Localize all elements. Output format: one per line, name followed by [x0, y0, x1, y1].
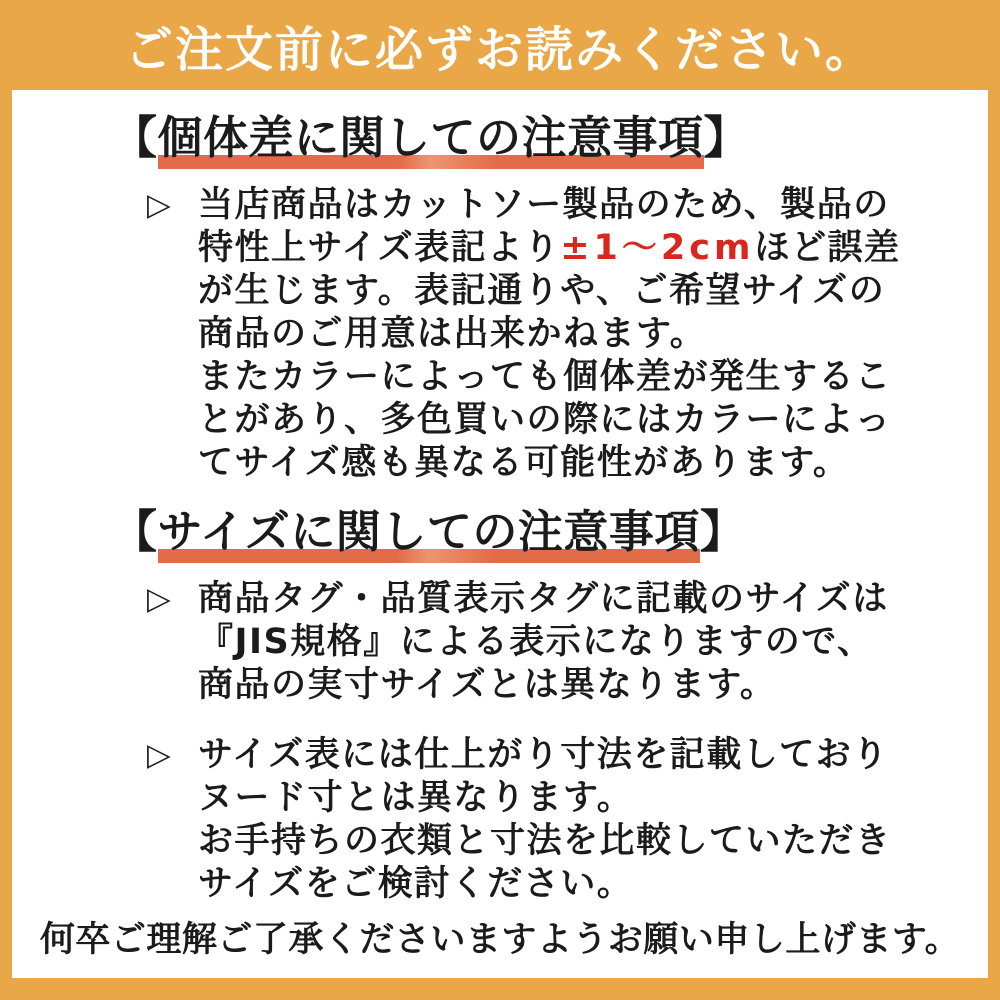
tolerance-value-red: ±1〜2cm	[560, 228, 755, 268]
bracket-open: 【	[112, 111, 158, 164]
text-line: 商品のご用意は出来かねます。	[198, 314, 707, 354]
text-segment: ほど誤差	[754, 228, 901, 268]
text-line: サイズをご検討ください。	[198, 864, 634, 904]
text-segment: 特性上サイズ表記より	[198, 228, 561, 268]
footer-note	[12, 912, 988, 962]
text-line: サイズ表には仕上がり寸法を記載しており	[198, 735, 889, 775]
heading-highlighted-text: サイズに関しての注意事項	[158, 505, 700, 563]
heading-highlighted-text: 個体差に関しての注意事項	[158, 111, 704, 169]
content-area	[12, 90, 988, 912]
section-heading-individual-variance	[112, 111, 988, 165]
notice-item-jis	[147, 578, 988, 707]
notice-text-measurement	[198, 734, 892, 906]
notice-item-variance	[147, 184, 988, 485]
header-title: ご注文前に必ずお読みください。	[124, 21, 875, 78]
text-line: 当店商品はカットソー製品のため、製品の	[198, 185, 890, 225]
notice-text-jis	[198, 578, 889, 707]
text-line: 『JIS規格』による表示になりますので、	[198, 622, 874, 662]
bracket-close: 】	[699, 505, 746, 558]
text-line: またカラーによっても個体差が発生するこ	[198, 357, 892, 397]
triangle-bullet-icon: ▷	[147, 737, 171, 773]
triangle-bullet-icon: ▷	[147, 581, 171, 617]
text-line: とがあり、多色買いの際にはカラーによっ	[198, 400, 892, 440]
bracket-open: 【	[112, 505, 158, 558]
notice-item-measurement	[147, 734, 988, 906]
notice-text-variance	[198, 184, 900, 485]
triangle-bullet-icon: ▷	[147, 187, 171, 223]
header-banner	[0, 0, 1000, 90]
text-line: 商品タグ・品質表示タグに記載のサイズは	[198, 579, 889, 619]
text-line: ヌード寸とは異なります。	[198, 778, 634, 818]
section-heading-size	[112, 505, 988, 559]
text-line: てサイズ感も異なる可能性があります。	[198, 443, 850, 483]
text-line	[198, 227, 900, 270]
text-line: が生じます。表記通りや、ご希望サイズの	[198, 271, 886, 311]
text-line: 商品の実寸サイズとは異なります。	[198, 665, 777, 705]
bracket-close: 】	[703, 111, 750, 164]
text-line: お手持ちの衣類と寸法を比較していただき	[198, 821, 892, 861]
footer-text: 何卒ご理解ご了承くださいますようお願い申し上げます。	[39, 920, 961, 960]
